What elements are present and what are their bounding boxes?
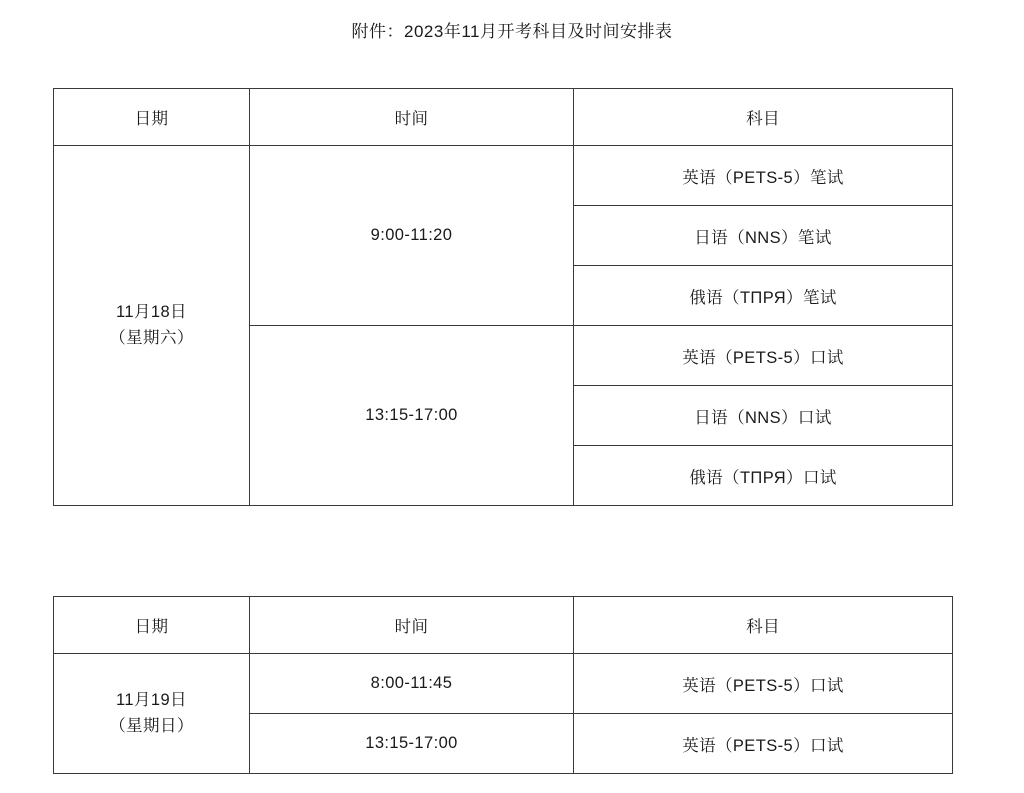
page-title: 附件：2023年11月开考科目及时间安排表 xyxy=(351,22,673,41)
date-line-2: （星期六） xyxy=(109,328,194,347)
time-cell-afternoon: 13:15-17:00 xyxy=(250,714,574,774)
column-header-subject: 科目 xyxy=(574,89,953,146)
schedule-table-nov-18-wrapper xyxy=(53,88,953,506)
subject-cell: 日语（NNS）笔试 xyxy=(574,206,953,266)
subject-cell: 日语（NNS）口试 xyxy=(574,386,953,446)
date-cell-nov-18 xyxy=(54,146,250,506)
date-line-1: 11月19日 xyxy=(116,690,187,709)
schedule-table-nov-18 xyxy=(53,88,953,506)
table-row xyxy=(54,654,953,714)
column-header-time: 时间 xyxy=(250,597,574,654)
table-header-row xyxy=(54,89,953,146)
subject-cell: 俄语（ТПРЯ）口试 xyxy=(574,446,953,506)
column-header-date: 日期 xyxy=(54,597,250,654)
subject-cell: 英语（PETS-5）口试 xyxy=(574,654,953,714)
time-cell-morning: 8:00-11:45 xyxy=(250,654,574,714)
date-line-2: （星期日） xyxy=(109,716,194,735)
table-row xyxy=(54,146,953,206)
column-header-time: 时间 xyxy=(250,89,574,146)
column-header-date: 日期 xyxy=(54,89,250,146)
column-header-subject: 科目 xyxy=(574,597,953,654)
subject-cell: 俄语（ТПРЯ）笔试 xyxy=(574,266,953,326)
subject-cell: 英语（PETS-5）口试 xyxy=(574,714,953,774)
date-cell-nov-19 xyxy=(54,654,250,774)
subject-cell: 英语（PETS-5）笔试 xyxy=(574,146,953,206)
table-header-row xyxy=(54,597,953,654)
time-cell-afternoon: 13:15-17:00 xyxy=(250,326,574,506)
schedule-table-nov-19 xyxy=(53,596,953,774)
date-line-1: 11月18日 xyxy=(116,302,187,321)
schedule-table-nov-19-wrapper xyxy=(53,596,953,774)
time-cell-morning: 9:00-11:20 xyxy=(250,146,574,326)
subject-cell: 英语（PETS-5）口试 xyxy=(574,326,953,386)
